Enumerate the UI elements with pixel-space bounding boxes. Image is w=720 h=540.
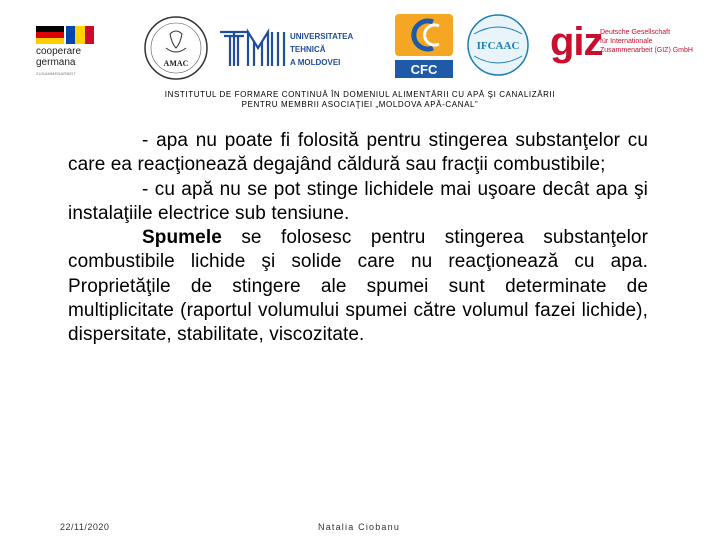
slide-body: [68, 129, 648, 348]
german-flag-icon: [36, 26, 64, 44]
ifcaac-label: IFCAAC: [476, 40, 520, 52]
utm-mark-icon: [218, 20, 288, 76]
giz-line3: Zusammenarbeit (GIZ) GmbH: [600, 47, 693, 54]
foams-description: se folosesc pentru stingerea substanţelor combustibile lichide şi solide care nu reacţionează cu apa. Proprietăţile de stingere ale spumei sunt determinate de multiplicitate (raportul volumului spumei către volumul fazei lichide), dispersitate, stabilitate, viscozitate.: [68, 227, 648, 346]
footer-date: 22/11/2020: [60, 522, 110, 532]
utm-logo: [218, 20, 388, 76]
utm-name: [290, 30, 388, 69]
giz-wordmark: giz: [550, 20, 603, 64]
footer-author: Natalia Ciobanu: [318, 522, 401, 532]
giz-line2: für Internationale: [600, 38, 653, 45]
paragraph-water-reactive: - apa nu poate fi folosită pentru stingerea substanţelor cu care ea reacţionează degajând căldură sau fracţii combustibile;: [68, 130, 648, 176]
amac-label: AMAC: [163, 59, 189, 68]
ifcaac-logo: [466, 12, 530, 78]
giz-description: [600, 28, 693, 55]
giz-line1: Deutsche Gesellschaft: [600, 29, 671, 36]
cooperare-subtitle: ZUSAMMENARBEIT: [36, 71, 77, 76]
foams-term: Spumele: [142, 227, 222, 249]
paragraph-foams: [68, 226, 648, 347]
moldova-flag-icon: [66, 26, 94, 44]
utm-line1: UNIVERSITATEA TEHNICĂ: [290, 32, 353, 54]
cooperare-line1: cooperare: [36, 46, 82, 57]
cfc-label: CFC: [410, 62, 438, 77]
giz-logo: [548, 18, 708, 74]
cooperare-text: [36, 46, 126, 79]
cooperare-germana-logo: [36, 26, 126, 84]
institute-title-line2: PENTRU MEMBRII ASOCIAŢIEI „MOLDOVA APĂ-CANAL”: [241, 100, 479, 109]
cooperare-line2: germana: [36, 57, 76, 68]
amac-seal-logo: [142, 14, 210, 82]
logo-bar: [0, 8, 720, 86]
institute-title-line1: INSTITUTUL DE FORMARE CONTINUĂ ÎN DOMENIUL ALIMENTĂRII CU APĂ ŞI CANALIZĂRII: [164, 90, 556, 99]
paragraph-water-electric: - cu apă nu se pot stinge lichidele mai uşoare decât apa şi instalaţiile electrice sub tensiune.: [68, 178, 648, 224]
flags: [36, 26, 126, 44]
utm-line2: A MOLDOVEI: [290, 58, 341, 67]
cfc-logo: [393, 12, 455, 80]
